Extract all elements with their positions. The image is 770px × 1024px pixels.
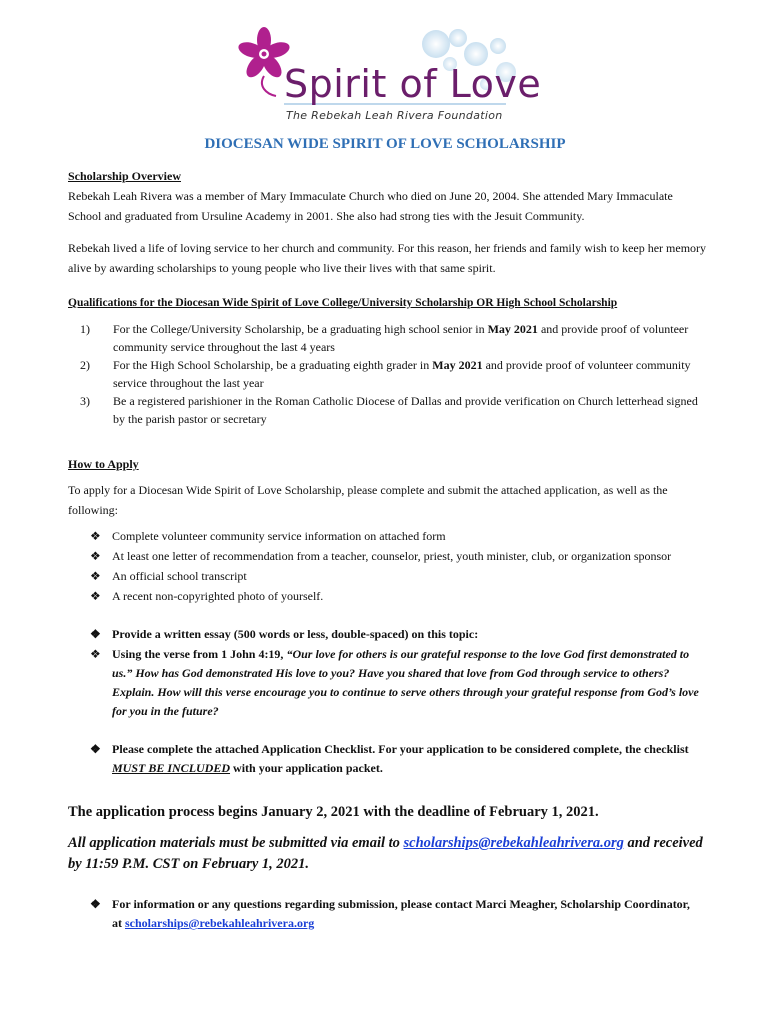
contact-note — [90, 895, 700, 933]
overview-section — [68, 166, 708, 278]
diamond-bullet-icon: ❖ — [90, 742, 101, 756]
qualification-item: 3) Be a registered parishioner in the Roman Catholic Diocese of Dallas and provide verification on Church letterhead signed by the parish pastor or secretary — [80, 394, 698, 426]
list-item: ❖ An official school transcript — [90, 567, 700, 586]
logo-subtitle: The Rebekah Leah Rivera Foundation — [286, 109, 503, 122]
submission-instructions: All application materials must be submitted via email to scholarships@rebekahleahrivera.org and received by 11:59 P.M. CST on February 1, 2021. — [68, 835, 703, 872]
submission-email-link[interactable]: scholarships@rebekahleahrivera.org — [403, 835, 624, 851]
overview-paragraph-1: Rebekah Leah Rivera was a member of Mary Immaculate Church who died on June 20, 2004. She attended Mary Immaculate School and graduated from Ursuline Academy in 2001. She also had strong ties with the Jesuit Community. — [68, 189, 673, 223]
diamond-bullet-icon: ❖ — [90, 647, 101, 661]
apply-heading: How to Apply — [68, 457, 139, 471]
diamond-bullet-icon: ❖ — [90, 897, 101, 911]
essay-list — [90, 625, 700, 721]
qualifications-heading: Qualifications for the Diocesan Wide Spirit of Love College/University Scholarship OR High School Scholarship — [68, 297, 618, 309]
essay-topic-item: ❖ Using the verse from 1 John 4:19, “Our love for others is our grateful response to the love God first demonstrated to us.” How has God demonstrated His love to you? Have you shared that love from God through service to others? Explain. How will this verse encourage you to continue to serve others through your grateful response from God’s love for you in the future? — [90, 647, 699, 718]
overview-heading: Scholarship Overview — [68, 169, 181, 183]
logo-title: Spirit of Love — [284, 62, 542, 106]
list-item: ❖ A recent non-copyrighted photo of yourself. — [90, 587, 700, 606]
requirements-list — [90, 527, 700, 606]
checklist-item: ❖ Please complete the attached Application Checklist. For your application to be considered complete, the checklist MUST BE INCLUDED with your application packet. — [90, 742, 689, 775]
apply-intro: To apply for a Diocesan Wide Spirit of Love Scholarship, please complete and submit the attached application, as well as the following: — [68, 483, 668, 517]
qualifications-list — [68, 320, 708, 428]
diamond-bullet-icon: ❖ — [90, 627, 101, 641]
diamond-bullet-icon: ❖ — [90, 549, 101, 563]
contact-email-link[interactable]: scholarships@rebekahleahrivera.org — [125, 916, 315, 930]
page-title: DIOCESAN WIDE SPIRIT OF LOVE SCHOLARSHIP — [204, 136, 566, 152]
diamond-bullet-icon: ❖ — [90, 529, 101, 543]
list-item: ❖ At least one letter of recommendation from a teacher, counselor, priest, youth minister, club, or organization sponsor — [90, 547, 700, 566]
essay-heading-item: ❖ Provide a written essay (500 words or less, double-spaced) on this topic: — [90, 625, 700, 644]
deadline-line: The application process begins January 2, 2021 with the deadline of February 1, 2021. — [68, 804, 599, 820]
list-item: ❖ Complete volunteer community service information on attached form — [90, 527, 700, 546]
diamond-bullet-icon: ❖ — [90, 569, 101, 583]
contact-item: ❖ For information or any questions regarding submission, please contact Marci Meagher, Scholarship Coordinator, at scholarships@rebekahleahrivera.org — [90, 897, 690, 930]
overview-paragraph-2: Rebekah lived a life of loving service to her church and community. For this reason, her friends and family wish to keep her memory alive by awarding scholarships to young people who live their lives with that same spirit. — [68, 241, 707, 275]
diamond-bullet-icon: ❖ — [90, 589, 101, 603]
qualification-item: 1) For the College/University Scholarship, be a graduating high school senior in May 2021 and provide proof of volunteer community service throughout the last 4 years — [80, 322, 689, 354]
qualification-item: 2) For the High School Scholarship, be a graduating eighth grader in May 2021 and provide proof of volunteer community service throughout the last year — [80, 358, 691, 390]
foundation-logo — [236, 24, 542, 122]
apply-section — [68, 454, 708, 520]
checklist-note — [90, 740, 700, 778]
